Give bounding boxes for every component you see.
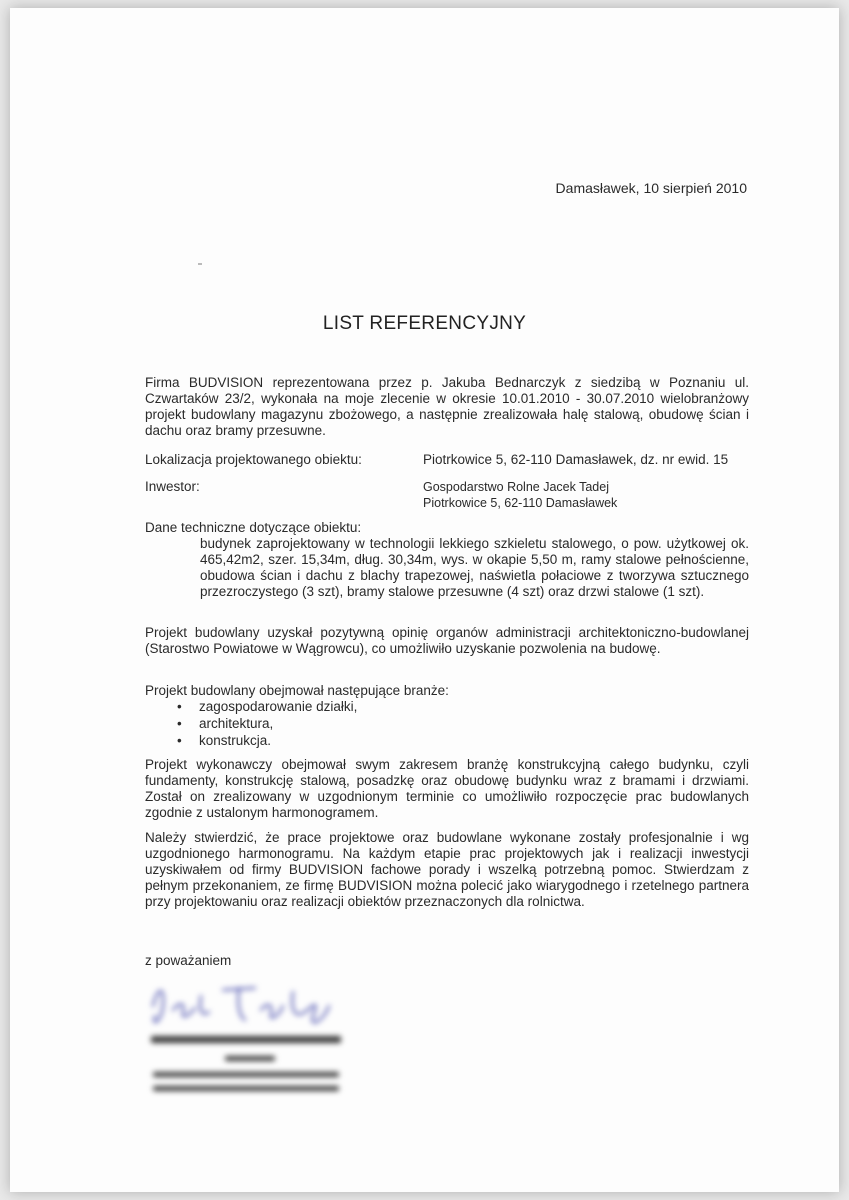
- investor-label: Inwestor:: [145, 479, 200, 494]
- stamp-line: [151, 1036, 341, 1043]
- stamp-line: [225, 1056, 275, 1061]
- closing-phrase: z poważaniem: [145, 953, 232, 968]
- executive-paragraph: Projekt wykonawczy obejmował swym zakresem branżę konstrukcyjną całego budynku, czyli fundamenty, konstrukcję stalową, posadzkę oraz obudowę budynku wraz z bramami i drzwiami. Został on zrealizowany w uzgodnionym terminie co umożliwiło rozpoczęcie prac budowlanych zgodnie z ustalonym harmonogramem.: [145, 757, 749, 820]
- permit-paragraph: Projekt budowlany uzyskał pozytywną opinię organów administracji architektoniczno-budowlanej (Starostwo Powiatowe w Wągrowcu), co umożliwiło uzyskanie pozwolenia na budowę.: [145, 625, 749, 656]
- stamp-line: [153, 1072, 339, 1077]
- list-item: • konstrukcja.: [175, 732, 575, 749]
- list-item: • zagospodarowanie działki,: [175, 698, 575, 715]
- signature-and-stamp: [143, 976, 353, 1106]
- investor-value: [423, 479, 617, 511]
- letter-page: [10, 8, 839, 1192]
- list-item: • architektura,: [175, 715, 575, 732]
- recommendation-paragraph: Należy stwierdzić, że prace projektowe oraz budowlane wykonane zostały profesjonalnie i wg uzgodnionego harmonogramu. Na każdym etapie prac projektowych jak i realizacji inwestycji uzyskiwałem od firmy BUDVISION fachowe porady i wszelką potrzebną pomoc. Stwierdzam z pełnym przekonaniem, ze firmę BUDVISION można polecić jako wiarygodnego i rzetelnego partnera przy projektowaniu oraz realizacji obiektów przeznaczonych dla rolnictwa.: [145, 830, 749, 909]
- branches-list: [175, 698, 575, 749]
- letter-date: Damasławek, 10 sierpień 2010: [555, 180, 747, 196]
- location-label: Lokalizacja projektowanego obiektu:: [145, 452, 362, 467]
- letter-title: LIST REFERENCYJNY: [322, 313, 527, 334]
- branches-heading: Projekt budowlany obejmował następujące branże:: [145, 683, 449, 698]
- technical-description: budynek zaprojektowany w technologii lekkiego szkieletu stalowego, o pow. użytkowej ok. 465,42m2, szer. 15,34m, dług. 30,34m, wys. w okapie 5,50 m, ramy stalowe pełnościenne, obudowa ścian i dachu z blachy trapezowej, naświetla połaciowe z tworzywa sztucznego przezroczystego (3 szt), bramy stalowe przesuwne (4 szt) oraz drzwi stalowe (1 szt).: [200, 536, 749, 599]
- technical-heading: Dane techniczne dotyczące obiektu:: [145, 520, 362, 535]
- investor-address: Piotrkowice 5, 62-110 Damasławek: [423, 496, 618, 510]
- investor-name: Gospodarstwo Rolne Jacek Tadej: [423, 480, 609, 494]
- location-value: Piotrkowice 5, 62-110 Damasławek, dz. nr ewid. 15: [423, 452, 729, 467]
- stamp-line: [153, 1086, 339, 1091]
- intro-paragraph: Firma BUDVISION reprezentowana przez p. Jakuba Bednarczyk z siedzibą w Poznaniu ul. Czwartaków 23/2, wykonała na moje zlecenie w okresie 10.01.2010 - 30.07.2010 wielobranżowy projekt budowlany magazynu zbożowego, a następnie zrealizowała halę stalową, obudowę ścian i dachu oraz bramy przesuwne.: [145, 375, 749, 438]
- handwritten-signature: [143, 976, 353, 1036]
- scan-speck: [198, 263, 202, 265]
